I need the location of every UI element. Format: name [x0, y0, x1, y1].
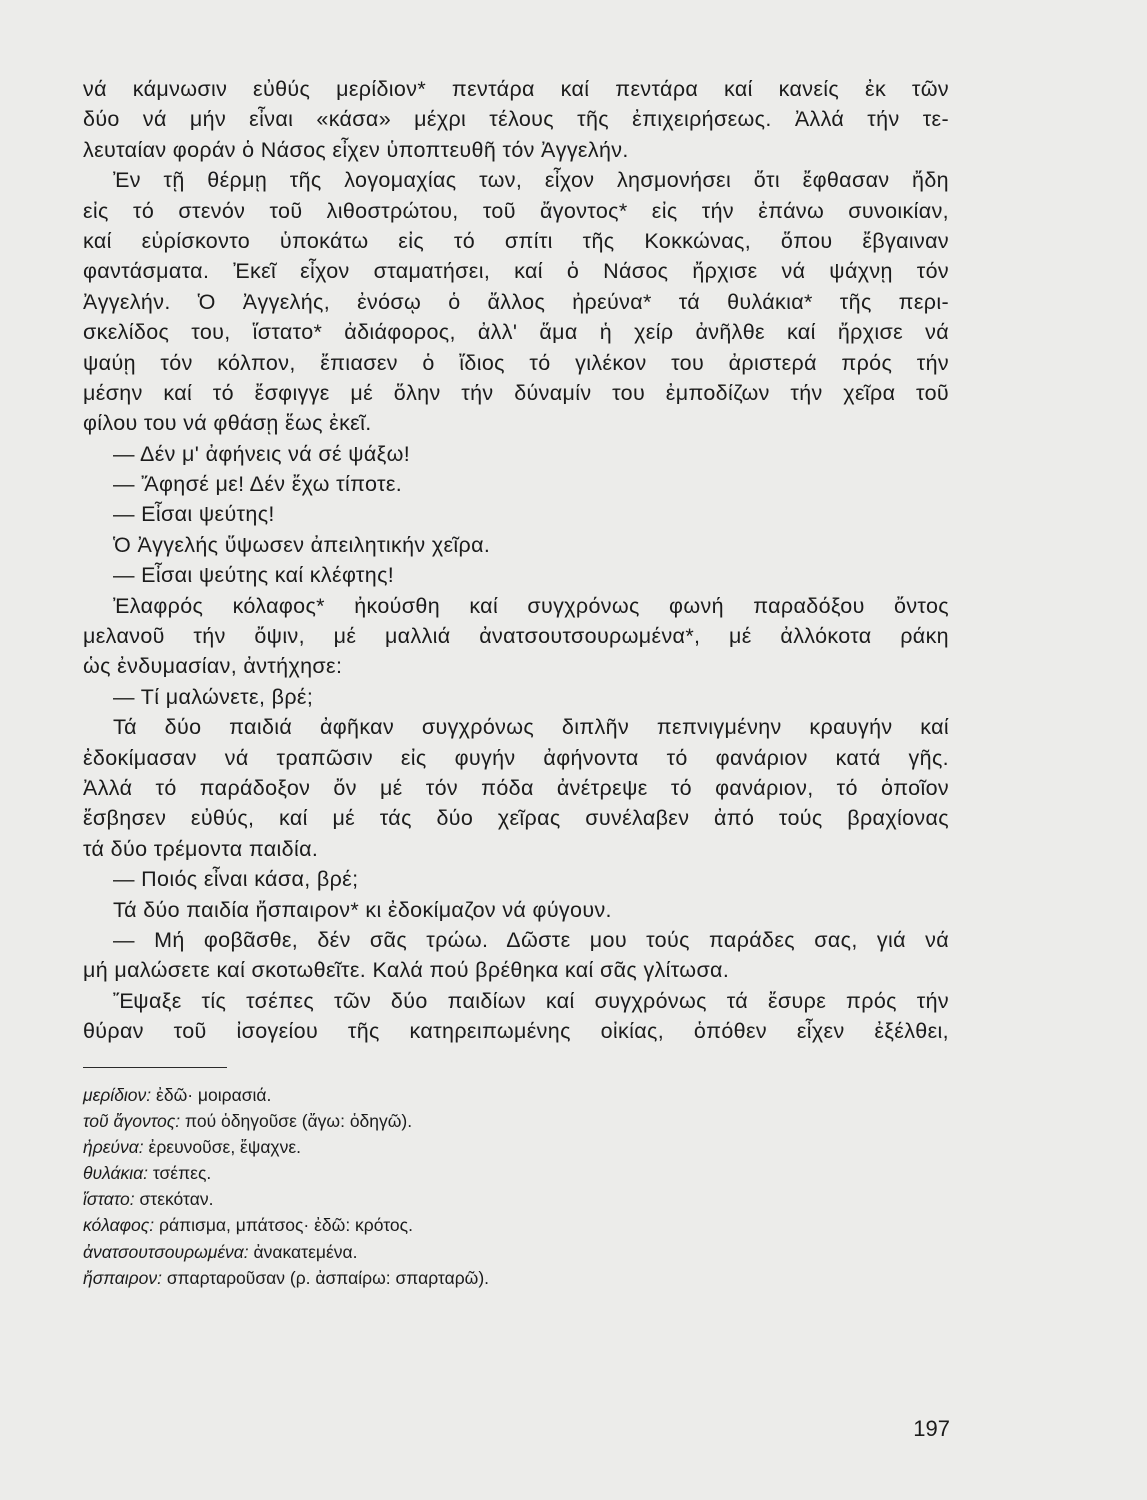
footnote-term: θυλάκια:: [83, 1163, 148, 1184]
dialogue-line: — Ποιός εἶναι κάσα, βρέ;: [113, 867, 359, 892]
footnote: [83, 1160, 949, 1186]
dialogue-line: — Εἶσαι ψεύτης καί κλέφτης!: [113, 563, 395, 588]
footnote-term: τοῦ ἄγοντος:: [83, 1111, 181, 1132]
footnote-gloss: ράπισμα, μπάτσος· ἐδῶ: κρότος.: [159, 1215, 413, 1236]
footnote-term: μερίδιον:: [83, 1085, 152, 1105]
footnote-term: ἀνατσουτσουρωμένα:: [83, 1241, 249, 1262]
footnote-gloss: σπαρταροῦσαν (ρ. ἀσπαίρω: σπαρταρῶ).: [166, 1267, 490, 1288]
text-line: Ἔψαξε τίς τσέπες τῶν δύο παιδίων καί συγχρόνως τά ἔσυρε πρός τήν: [113, 988, 949, 1013]
page-number: 197: [913, 1416, 950, 1441]
text-line: Ἀλλά τό παράδοξον ὄν μέ τόν πόδα ἀνέτρεψε τό φανάριον, τό ὁποῖον: [83, 775, 949, 800]
footnote-term: ἤσπαιρον:: [83, 1267, 162, 1288]
dialogue-line: — Εἶσαι ψεύτης!: [113, 502, 275, 527]
text-line: σκελίδος του, ἵστατο* ἀδιάφορος, ἀλλ' ἅμα ἡ χείρ ἀνῆλθε καί ἤρχισε νά: [83, 320, 949, 345]
page-content: [83, 74, 949, 1291]
text-line: φαντάσματα. Ἐκεῖ εἶχον σταματήσει, καί ὁ Νάσος ἤρχισε νά ψάχνῃ τόν: [83, 259, 949, 284]
text-line: νά κάμνωσιν εὐθύς μερίδιον* πεντάρα καί πεντάρα καί κανείς ἐκ τῶν: [83, 77, 949, 101]
footnote-divider: [83, 1067, 227, 1069]
dialogue-line: — Τί μαλώνετε, βρέ;: [113, 684, 314, 709]
footnote-gloss: στεκόταν.: [139, 1189, 214, 1210]
footnote: [83, 1239, 949, 1265]
text-line: μελανοῦ τήν ὄψιν, μέ μαλλιά ἀνατσουτσουρωμένα*, μέ ἀλλόκοτα ράκη: [83, 624, 949, 649]
body-text: [83, 74, 949, 1047]
dialogue-line: — Μή φοβᾶσθε, δέν σᾶς τρώω. Δῶστε μου τούς παράδες σας, γιά νά: [113, 927, 949, 952]
text-line: Ἐν τῇ θέρμῃ τῆς λογομαχίας των, εἶχον λησμονήσει ὅτι ἔφθασαν ἤδη: [113, 168, 949, 193]
footnote: [83, 1186, 949, 1212]
footnote: [83, 1265, 949, 1291]
footnotes: [83, 1082, 949, 1291]
footnote-term: κόλαφος:: [83, 1215, 155, 1236]
footnote: [83, 1108, 949, 1134]
text-line: εἰς τό στενόν τοῦ λιθοστρώτου, τοῦ ἄγοντος* εἰς τήν ἐπάνω συνοικίαν,: [83, 198, 949, 223]
footnote-gloss: ἐδῶ· μοιρασιά.: [156, 1085, 272, 1105]
footnote: [83, 1212, 949, 1238]
text-line: ὡς ἐνδυμασίαν, ἀντήχησε:: [83, 654, 343, 679]
footnote-gloss: πού ὁδηγοῦσε (ἄγω: ὁδηγῶ).: [185, 1111, 413, 1132]
text-line: μέσην καί τό ἔσφιγγε μέ ὅλην τήν δύναμίν του ἐμποδίζων τήν χεῖρα τοῦ: [83, 380, 949, 405]
text-line: ἐδοκίμασαν νά τραπῶσιν εἰς φυγήν ἀφήνοντα τό φανάριον κατά γῆς.: [83, 745, 949, 770]
text-line: Τά δύο παιδία ἤσπαιρον* κι ἐδοκίμαζον νά φύγουν.: [113, 897, 612, 922]
footnote: [83, 1082, 949, 1108]
text-line: φίλου του νά φθάσῃ ἕως ἐκεῖ.: [83, 411, 372, 436]
text-line: ἔσβησεν εὐθύς, καί μέ τάς δύο χεῖρας συνέλαβεν ἀπό τούς βραχίονας: [83, 806, 949, 831]
footnote-gloss: ἀνακατεμένα.: [253, 1241, 358, 1262]
footnote-gloss: ἐρευνοῦσε, ἔψαχνε.: [148, 1137, 302, 1158]
footnote-gloss: τσέπες.: [152, 1163, 212, 1184]
text-line: λευταίαν φοράν ὁ Νάσος εἶχεν ὑποπτευθῆ τόν Ἀγγελήν.: [83, 137, 629, 162]
text-line: Ὁ Ἀγγελής ὕψωσεν ἀπειλητικήν χεῖρα.: [113, 532, 491, 557]
text-line: Ἀγγελήν. Ὁ Ἀγγελής, ἐνόσῳ ὁ ἄλλος ἠρεύνα* τά θυλάκια* τῆς περι-: [83, 289, 949, 314]
text-line: τά δύο τρέμοντα παιδία.: [83, 836, 319, 861]
text-line: μή μαλώσετε καί σκοτωθεῖτε. Καλά πού βρέθηκα καί σᾶς γλίτωσα.: [83, 958, 730, 983]
footnote-term: ἵστατο:: [83, 1189, 135, 1210]
footnote-term: ἠρεύνα:: [83, 1137, 144, 1158]
dialogue-line: — Δέν μ' ἀφήνεις νά σέ ψάξω!: [113, 441, 411, 466]
footnote: [83, 1134, 949, 1160]
text-line: καί εὑρίσκοντο ὑποκάτω εἰς τό σπίτι τῆς Κοκκώνας, ὅπου ἔβγαιναν: [83, 228, 949, 253]
text-line: Ἐλαφρός κόλαφος* ἠκούσθη καί συγχρόνως φωνή παραδόξου ὄντος: [113, 593, 949, 618]
text-line: ψαύῃ τόν κόλπον, ἔπιασεν ὁ ἴδιος τό γιλέκον του ἀριστερά πρός τήν: [83, 350, 949, 375]
dialogue-line: — Ἄφησέ με! Δέν ἔχω τίποτε.: [113, 472, 403, 497]
text-line: θύραν τοῦ ἰσογείου τῆς κατηρειπωμένης οἰκίας, ὁπόθεν εἶχεν ἐξέλθει,: [83, 1019, 949, 1044]
text-line: Τά δύο παιδιά ἀφῆκαν συγχρόνως διπλῆν πεπνιγμένην κραυγήν καί: [113, 715, 949, 740]
text-line: δύο νά μήν εἶναι «κάσα» μέχρι τέλους τῆς ἐπιχειρήσεως. Ἀλλά τήν τε-: [83, 107, 949, 132]
